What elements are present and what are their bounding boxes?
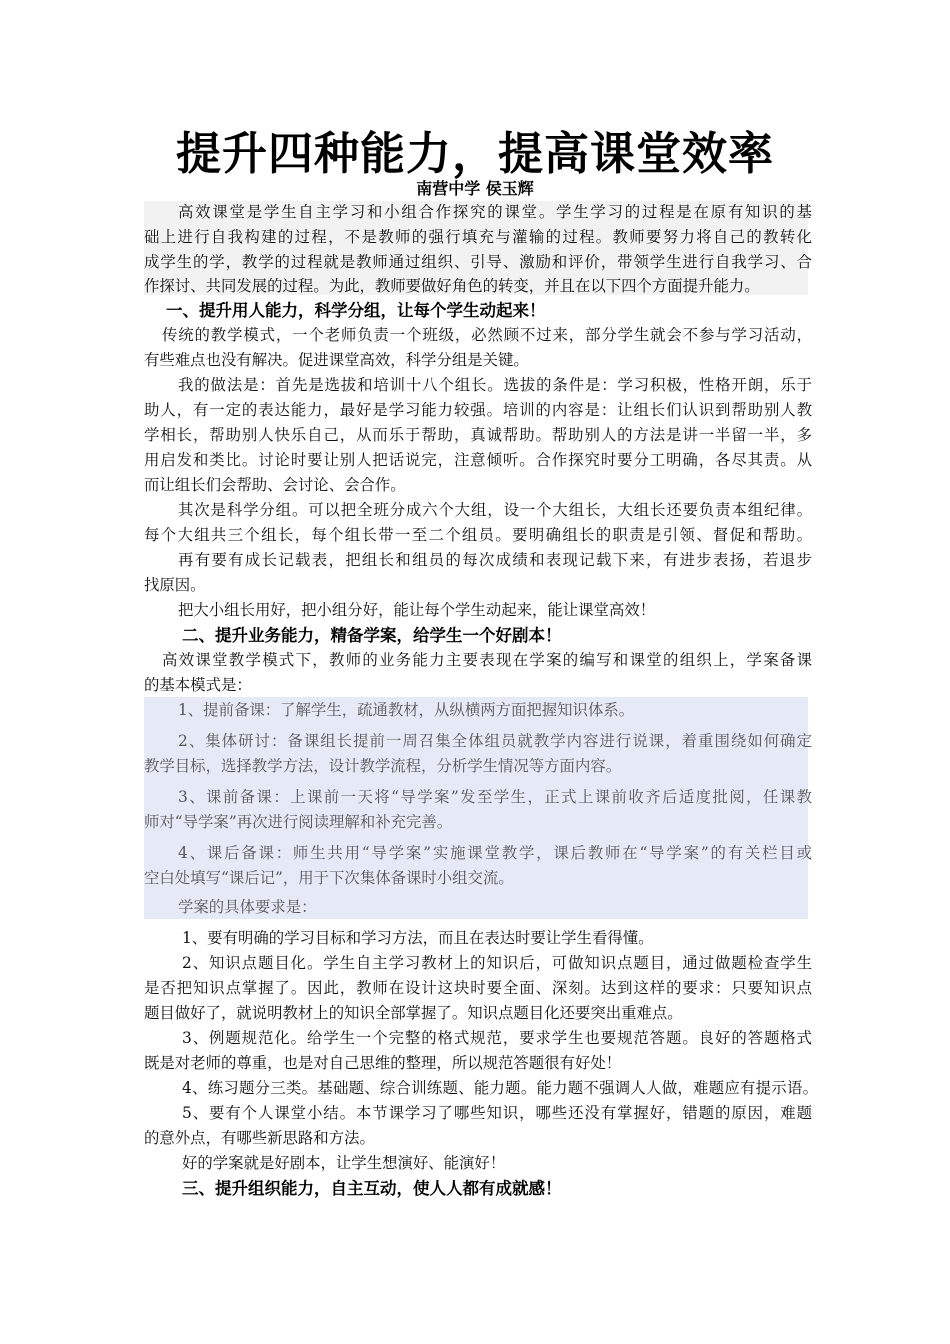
plan-step: 师对“导学案”再次进行阅读理解和补充完善。 bbox=[144, 813, 453, 831]
plan-step: 空白处填写“课后记”，用于下次集体备课时小组交流。 bbox=[144, 869, 514, 887]
section1-line: 我的做法是：首先是选拔和培训十八个组长。选拔的条件是：学习积极，性格开朗，乐于 bbox=[178, 376, 812, 394]
requirement-line: 既是对老师的尊重，也是对自己思维的整理，所以规范答题很有好处！ bbox=[144, 1054, 622, 1072]
requirement-line: 是否把知识点掌握了。因此，教师在设计这块时要全面、深刻。达到这样的要求：只要知识点 bbox=[144, 979, 812, 997]
requirement-line: 2、知识点题目化。学生自主学习教材上的知识后，可做知识点题目，通过做题检查学生 bbox=[182, 954, 812, 972]
plan-step: 1、提前备课：了解学生，疏通教材，从纵横两方面把握知识体系。 bbox=[178, 701, 635, 719]
section1-line: 其次是科学分组。可以把全班分成六个大组，设一个大组长，大组长还要负责本组纪律。 bbox=[178, 501, 812, 519]
section1-heading: 一、提升用人能力，科学分组，让每个学生动起来！ bbox=[166, 301, 546, 320]
document-title: 提升四种能力，提高课堂效率 bbox=[175, 127, 774, 180]
requirement-line: 4、练习题分三类。基础题、综合训练题、能力题。能力题不强调人人做，难题应有提示语。 bbox=[182, 1079, 818, 1097]
section1-line: 助人，有一定的表达能力，最好是学习能力较强。培训的内容是：让组长们认识到帮助别人教 bbox=[144, 401, 812, 419]
requirement-line: 好的学案就是好剧本，让学生想演好、能演好！ bbox=[182, 1154, 506, 1172]
section1-line: 学相长，帮助别人快乐自己，从而乐于帮助，真诚帮助。帮助别人的方法是讲一半留一半，多 bbox=[144, 426, 812, 444]
requirement-line: 的意外点，有哪些新思路和方法。 bbox=[144, 1129, 375, 1147]
requirement-line: 题目做好了，就说明教材上的知识全部掌握了。知识点题目化还要突出重难点。 bbox=[144, 1004, 683, 1022]
intro-line: 础上进行自我构建的过程，不是教师的强行填充与灌输的过程。教师要努力将自己的教转化 bbox=[144, 228, 812, 246]
section1-line: 传统的教学模式，一个老师负责一个班级，必然顾不过来，部分学生就会不参与学习活动， bbox=[162, 326, 812, 344]
section2-heading: 二、提升业务能力，精备学案，给学生一个好剧本！ bbox=[182, 626, 562, 645]
section3-heading: 三、提升组织能力，自主互动，使人人都有成就感！ bbox=[182, 1179, 562, 1198]
section1-line: 而让组长们会帮助、会讨论、会合作。 bbox=[144, 476, 406, 494]
requirement-line: 1、要有明确的学习目标和学习方法，而且在表达时要让学生看得懂。 bbox=[182, 929, 654, 947]
section1-line: 找原因。 bbox=[144, 576, 206, 594]
section2-line: 的基本模式是： bbox=[144, 676, 252, 694]
intro-line: 高效课堂是学生自主学习和小组合作探究的课堂。学生学习的过程是在原有知识的基 bbox=[178, 203, 812, 221]
intro-line: 作探讨、共同发展的过程。为此，教师要做好角色的转变，并且在以下四个方面提升能力。 bbox=[144, 277, 760, 295]
intro-line: 成学生的学，教学的过程就是教师通过组织、引导、激励和评价，带领学生进行自我学习、合 bbox=[144, 253, 812, 271]
section1-line: 再有要有成长记载表，把组长和组员的每次成绩和表现记载下来，有进步表扬，若退步 bbox=[178, 551, 812, 569]
plan-step: 2、集体研讨：备课组长提前一周召集全体组员就教学内容进行说课，着重围绕如何确定 bbox=[178, 732, 812, 750]
section1-line: 有些难点也没有解决。促进课堂高效，科学分组是关键。 bbox=[144, 351, 529, 369]
author-line: 南营中学 侯玉辉 bbox=[416, 179, 534, 198]
requirement-line: 3、例题规范化。给学生一个完整的格式规范，要求学生也要规范答题。良好的答题格式 bbox=[182, 1029, 812, 1047]
section1-line: 每个大组共三个组长，每个组长带一至二个组员。要明确组长的职责是引领、督促和帮助。 bbox=[144, 526, 812, 544]
plan-step: 4、课后备课：师生共用“导学案”实施课堂教学，课后教师在“导学案”的有关栏目或 bbox=[178, 844, 812, 862]
section1-line: 把大小组长用好，把小组分好，能让每个学生动起来，能让课堂高效！ bbox=[178, 601, 656, 619]
section1-line: 用启发和类比。讨论时要让别人把话说完，注意倾听。合作探究时要分工明确，各尽其责。从 bbox=[144, 451, 812, 469]
plan-step: 教学目标，选择教学方法，设计教学流程，分析学生情况等方面内容。 bbox=[144, 757, 622, 775]
section2-line: 高效课堂教学模式下，教师的业务能力主要表现在学案的编写和课堂的组织上，学案备课 bbox=[162, 651, 812, 669]
requirement-line: 5、要有个人课堂小结。本节课学习了哪些知识，哪些还没有掌握好，错题的原因，难题 bbox=[182, 1104, 812, 1122]
plan-step: 学案的具体要求是： bbox=[178, 898, 317, 916]
plan-step: 3、课前备课：上课前一天将“导学案”发至学生，正式上课前收齐后适度批阅，任课教 bbox=[178, 788, 812, 806]
